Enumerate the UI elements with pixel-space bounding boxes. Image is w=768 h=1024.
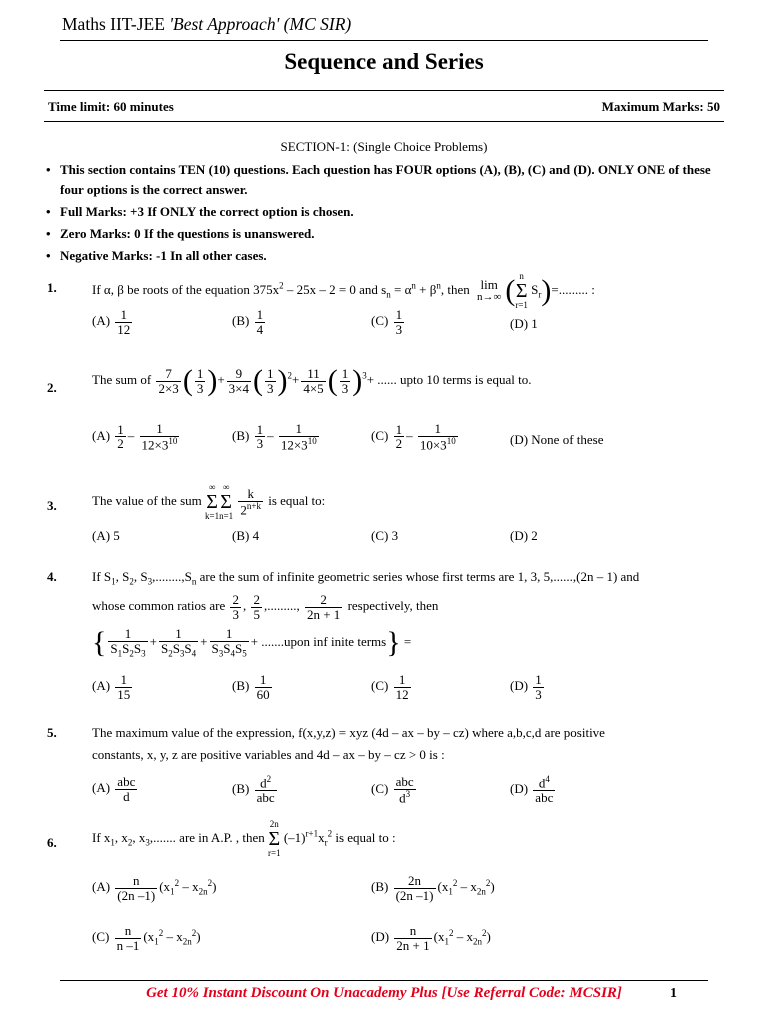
option-a[interactable]: (A) $\frac{1}{2}$ – $\frac{1}{12\times 3^{10}}$ xyxy=(92,421,178,452)
brand-header xyxy=(62,14,351,35)
option-b[interactable]: (B) $\frac{1}{4}$ xyxy=(232,307,264,337)
header-divider xyxy=(60,40,708,41)
option-d[interactable]: (D) 1 xyxy=(510,316,538,331)
page-title: Sequence and Series xyxy=(284,49,484,74)
question-text: The sum of $\frac{7}{2\times 3}$ ( $\frac{1}{3}$ )+ $\frac{9}{3\times 4}$ ( $\frac{1}{3}$ )$^2$+ $\frac{11}{4\times 5}$ ( $\frac{1}{3}$ )$^3$+ ...... upto 10 terms is equal to. xyxy=(92,364,532,397)
option-d[interactable]: (D) $\frac{1}{3}$ xyxy=(510,672,542,702)
page-number: 1 xyxy=(670,986,677,1001)
section-heading: SECTION-1: (Single Choice Problems) xyxy=(280,139,488,154)
question-text: If $x_1$, $x_2$, $x_3$,....... are in A.P. , then 2n Σ r=1 $(-1)^{r+1}x_r^2$ is equal to : xyxy=(92,819,396,858)
question-text: The maximum value of the expression, f(x,y,z) = xyz (4d – ax – by – cz) where a,b,c,d are positive xyxy=(92,725,605,740)
option-b[interactable]: (B) 4 xyxy=(232,528,260,543)
question-text: If $S_1$, $S_2$, $S_3,........,S_n$ are the sum of infinite geometric series whose first terms are 1, 3, 5,......,(2n – 1) and xyxy=(92,569,640,587)
option-b[interactable]: (B) $\frac{d^2}{\text{abc}}$ xyxy=(232,774,275,805)
question-expression: { $\frac{1}{S_1S_2S_3}$ + $\frac{1}{S_2S_3S_4}$ + $\frac{1}{S_3S_4S_5}$ + .......upon inf inite terms} = xyxy=(92,625,412,659)
option-c[interactable]: (C) $\frac{1}{3}$ xyxy=(371,307,403,337)
question-text: The value of the sum ∞ Σ k=1 ∞ Σ n=1 $\frac{k}{2^{n+k}}$ is equal to: xyxy=(92,482,326,521)
option-a[interactable]: (A) $\frac{\text{abc}}{d}$ xyxy=(92,774,136,804)
brand-subtitle: 'Best Approach' (MC SIR) xyxy=(169,14,352,34)
question-text-continued: whose common ratios are $\frac{2}{3}$ , $\frac{2}{5}$ ,........., $\frac{2}{2n + 1}$ respectively, then xyxy=(92,592,439,622)
question-number: 3. xyxy=(47,498,57,513)
option-c[interactable]: (C) $\frac{1}{12}$ xyxy=(371,672,409,702)
option-a[interactable]: (A) $\frac{1}{15}$ xyxy=(92,672,131,702)
footer-divider xyxy=(60,980,708,981)
option-b[interactable]: (B) $\frac{1}{3}$ – $\frac{1}{12\times 3^{10}}$ xyxy=(232,421,317,452)
question-number: 1. xyxy=(47,280,57,295)
question-text: If α, β be roots of the equation $375x^2 - 25x - 2 = 0$ and $s_n = \alpha^n + \beta^n$, then lim n→∞ ( n Σ r=1 $S_r)=$......... : xyxy=(92,271,595,310)
instructions-list xyxy=(46,160,718,266)
question-number: 5. xyxy=(47,725,57,740)
option-d[interactable]: (D) $\frac{n}{2n + 1}$ $(x_1^2 - x_{2n}^2)$ xyxy=(371,923,491,953)
question-number: 6. xyxy=(47,835,57,850)
instruction-item: • This section contains TEN (10) questions. Each question has FOUR options (A), (B), (C) and (D). ONLY ONE of these four options is the correct answer. xyxy=(46,160,718,200)
instruction-item: • Zero Marks: 0 If the questions is unanswered. xyxy=(46,224,718,244)
option-d[interactable]: (D) None of these xyxy=(510,432,604,447)
brand-name: Maths IIT-JEE xyxy=(62,14,165,34)
option-a[interactable]: (A) 5 xyxy=(92,528,120,543)
time-limit: Time limit: 60 minutes xyxy=(48,99,174,114)
meta-top-rule xyxy=(44,90,724,91)
option-d[interactable]: (D) $\frac{d^4}{\text{abc}}$ xyxy=(510,774,554,805)
option-b[interactable]: (B) $\frac{1}{60}$ xyxy=(232,672,270,702)
option-c[interactable]: (C) $\frac{n}{n -1}$ $(x_1^2 - x_{2n}^2)$ xyxy=(92,923,201,953)
maximum-marks: Maximum Marks: 50 xyxy=(601,99,720,114)
option-a[interactable]: (A) $\frac{1}{12}$ xyxy=(92,307,131,337)
option-d[interactable]: (D) 2 xyxy=(510,528,538,543)
meta-bottom-rule xyxy=(44,121,724,122)
question-number: 4. xyxy=(47,569,57,584)
option-c[interactable]: (C) 3 xyxy=(371,528,399,543)
instruction-item: • Full Marks: +3 If ONLY the correct option is chosen. xyxy=(46,202,718,222)
option-c[interactable]: (C) $\frac{1}{2}$ – $\frac{1}{10\times 3^{10}}$ xyxy=(371,421,456,452)
option-b[interactable]: (B) $\frac{2n}{(2n -1)}$ $(x_1^2 - x_{2n}^2)$ xyxy=(371,873,495,903)
option-a[interactable]: (A) $\frac{n}{(2n -1)}$ $(x_1^2 - x_{2n}^2)$ xyxy=(92,873,217,903)
promo-footer[interactable]: Get 10% Instant Discount On Unacademy Plus [Use Referral Code: MCSIR] xyxy=(146,985,622,1001)
question-number: 2. xyxy=(47,380,57,395)
exam-meta xyxy=(48,99,720,115)
option-c[interactable]: (C) $\frac{\text{abc}}{d^3}$ xyxy=(371,774,414,805)
instruction-item: • Negative Marks: -1 In all other cases. xyxy=(46,246,718,266)
question-text-continued: constants, x, y, z are positive variables and 4d – ax – by – cz > 0 is : xyxy=(92,747,445,762)
